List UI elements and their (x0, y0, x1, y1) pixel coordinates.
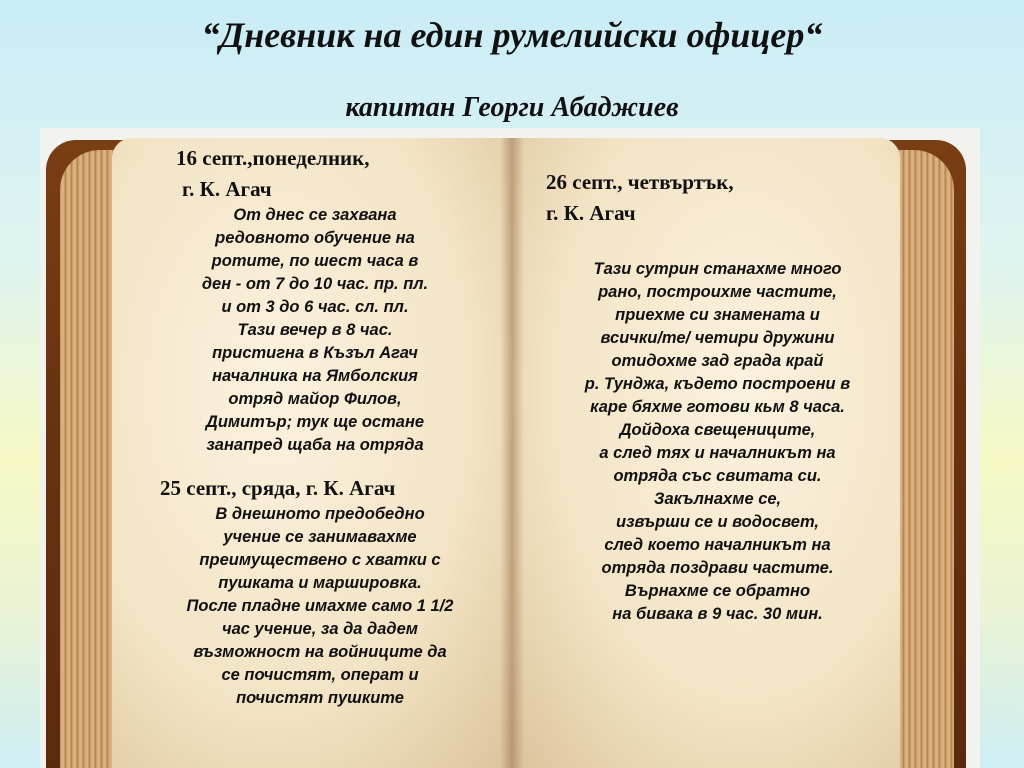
text-line: отидохме зад града край (611, 352, 824, 370)
text-line: и от 3 до 6 час. сл. пл. (221, 298, 409, 316)
text-line: редовното обучение на (215, 229, 415, 247)
text-line: пушката и маршировка. (218, 574, 422, 592)
entry3-text (545, 258, 890, 626)
text-line: учение се занимавахме (223, 528, 417, 546)
text-line: отряда със свитата си. (613, 467, 822, 485)
text-line: Тази сутрин станахме много (593, 260, 842, 278)
text-line: р. Тунджа, където построени в (584, 375, 851, 393)
text-line: а след тях и началникът на (599, 444, 836, 462)
text-line: каре бяхме готови кьм 8 часа. (590, 398, 845, 416)
text-line: рано, построихме частите, (598, 283, 837, 301)
text-line: От днес се захвана (233, 206, 397, 224)
text-line: преимуществено с хватки с (199, 551, 441, 569)
text-line: Закълнахме се, (653, 490, 782, 508)
text-line: почистят пушките (236, 689, 404, 707)
text-line: занапред щаба на отряда (206, 436, 424, 454)
entry3-date: 26 септ., четвъртък, (546, 170, 734, 194)
text-line: ден - от 7 до 10 час. пр. пл. (201, 275, 429, 293)
slide-subtitle: капитан Георги Абаджиев (345, 92, 679, 123)
entry1-date: 16 септ.,понеделник, (176, 146, 370, 170)
text-line: В днешното предобедно (215, 505, 425, 523)
entry1-place: г. К. Агач (182, 177, 272, 201)
text-line: После пладне имахме само 1 1/2 (186, 597, 454, 615)
text-line: извърши се и водосвет, (616, 513, 819, 531)
text-line: Върнахме се обратно (624, 582, 811, 600)
text-line: пристигна в Къзъл Агач (212, 344, 418, 362)
text-line: се почистят, операт и (221, 666, 419, 684)
entry2-date: 25 септ., сряда, г. К. Агач (160, 476, 396, 500)
right-page-edges (892, 150, 954, 768)
book-spine (500, 138, 524, 768)
text-line: приехме си знамената и (615, 306, 820, 324)
text-line: отряд майор Филов, (228, 390, 402, 408)
left-page-edges (60, 150, 120, 768)
text-line: на бивака в 9 час. 30 мин. (612, 605, 823, 623)
entry2-text (150, 503, 490, 710)
entry1-text (150, 204, 480, 457)
text-line: отряда поздрави частите. (601, 559, 834, 577)
text-line: Тази вечер в 8 час. (237, 321, 393, 339)
text-line: час учение, за да дадем (221, 620, 419, 638)
entry3-place: г. К. Агач (546, 201, 636, 225)
text-line: ротите, по шест часа в (211, 252, 419, 270)
text-line: възможност на войниците да (193, 643, 447, 661)
text-line: началника на Ямболския (212, 367, 418, 385)
text-line: всички/те/ четири дружини (600, 329, 835, 347)
text-line: Дойдоха свещениците, (619, 421, 816, 439)
slide-title: “Дневник на един румелийски офицер“ (201, 15, 823, 55)
text-line: Димитър; тук ще остане (205, 413, 425, 431)
text-line: след което началникът на (604, 536, 831, 554)
